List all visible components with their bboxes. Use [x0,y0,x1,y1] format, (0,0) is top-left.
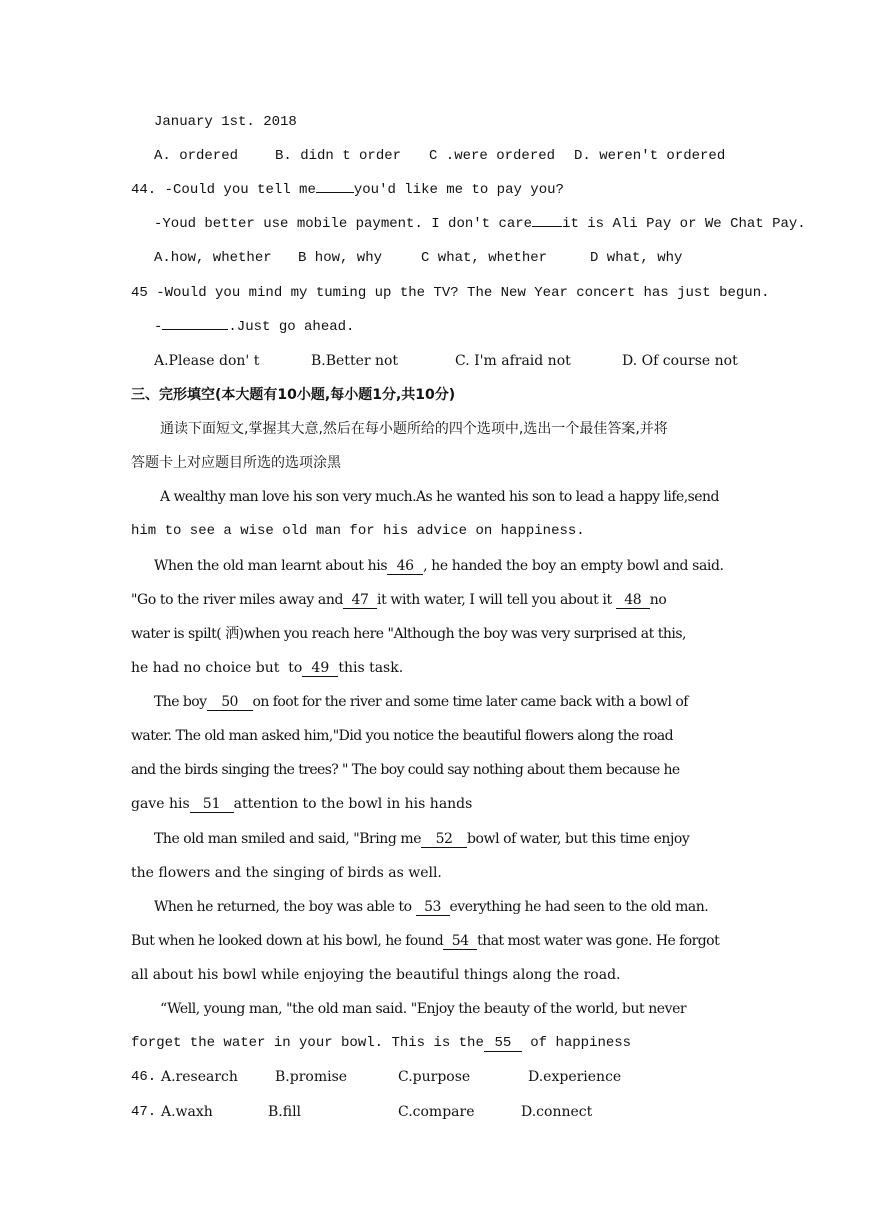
blank-48: 48 [616,592,650,609]
blank-52: 52 [421,831,467,848]
passage-p5-line-1 [154,897,708,917]
blank-49: 49 [302,660,338,677]
q43-option-a: A. ordered [154,148,239,164]
passage-p6-line-2-b: of happiness [521,1035,632,1051]
passage-p2-line-2 [131,590,666,610]
q45-question: 45 -Would you mind my tuming up the TV? The New Year concert has just begun. [131,285,770,301]
q44-option-c: C what, whether [421,250,548,266]
passage-p5-line-2-b: that most water was gone. He forgot [477,933,720,949]
passage-p4-line-1-b: bowl of water, but this time enjoy [467,831,690,847]
passage-p5-line-3: all about his bowl while enjoying the beautiful things along the road. [131,967,621,983]
passage-p3-line-2: water. The old man asked him,"Did you notice the beautiful flowers along the road [131,728,674,744]
q47-number: 47. [131,1104,157,1120]
passage-p2-line-2-b: it with water, I will tell you about it [377,592,616,608]
q43-option-d: D. weren't ordered [574,148,726,164]
passage-p2-line-3: water is spilt( 洒)when you reach here "Although the boy was very surprised at this, [131,626,686,642]
passage-p2-line-2-c: no [649,592,667,608]
passage-p5-line-2-a: But when he looked down at his bowl, he found [131,933,444,949]
q46-option-b: B.promise [275,1069,348,1085]
passage-p4-line-1 [154,829,689,849]
q45-answer [154,317,354,337]
q45-option-a: A.Please don' t [154,353,260,369]
passage-p4-line-1-a: The old man smiled and said, "Bring me [154,831,422,847]
passage-p3-line-1-a: The boy [154,694,207,710]
section-instruction-line-2: 答题卡上对应题目所选的选项涂黑 [131,455,341,471]
blank-47: 47 [343,592,377,609]
q45-answer-text: .Just go ahead. [228,319,355,335]
q45-blank [162,329,228,330]
passage-p3-line-4 [131,794,472,814]
q44-question-part-b: you'd like me to pay you? [353,182,564,198]
passage-p6-line-2 [131,1033,631,1053]
blank-53: 53 [416,899,450,916]
passage-p3-line-1 [154,692,688,712]
passage-p2-line-1-a: When the old man learnt about his [154,558,388,574]
q45-option-c: C. I'm afraid not [455,353,571,369]
q47-option-d: D.connect [521,1104,593,1120]
section-heading: 三、完形填空(本大题有10小题,每小题1分,共10分) [131,387,456,403]
q44-option-b: B how, why [298,250,383,266]
passage-p3-line-4-b: attention to the bowl in his hands [233,796,473,812]
q43-option-b: B. didn t order [275,148,402,164]
q47-option-b: B.fill [268,1104,302,1120]
q44-question-part-a: -Could you tell me [164,182,316,198]
passage-p1-line-1: A wealthy man love his son very much.As he wanted his son to lead a happy life,send [160,489,719,505]
q45-option-b: B.Better not [311,353,399,369]
q44-answer-part-a: -Youd better use mobile payment. I don't care [154,216,533,232]
q46-number: 46. [131,1069,157,1085]
q46-option-a: A.research [161,1069,238,1085]
blank-46: 46 [387,558,423,575]
q45-option-d: D. Of course not [622,353,738,369]
q44-option-a: A.how, whether [154,250,272,266]
passage-p3-line-1-b: on foot for the river and some time later came back with a bowl of [252,694,688,710]
blank-50: 50 [207,694,253,711]
section-instruction-line-1: 通读下面短文,掌握其大意,然后在每小题所给的四个选项中,选出一个最佳答案,并将 [160,421,668,437]
passage-p6-line-1: “Well, young man, "the old man said. "Enjoy the beauty of the world, but never [160,1001,687,1017]
q44-blank-2 [532,226,562,227]
passage-p2-line-4-a: he had no choice but to [131,660,303,676]
q46-option-c: C.purpose [398,1069,471,1085]
blank-51: 51 [190,796,234,813]
passage-p5-line-2 [131,931,719,951]
q44-option-d: D what, why [590,250,683,266]
q43-option-c: C .were ordered [429,148,556,164]
passage-p2-line-2-a: "Go to the river miles away and [131,592,344,608]
q43-tail: January 1st. 2018 [154,114,297,130]
q44-blank-1 [316,192,354,193]
passage-p5-line-1-a: When he returned, the boy was able to [154,899,416,915]
passage-p1-line-2: him to see a wise old man for his advice on happiness. [131,523,585,539]
passage-p2-line-4-b: this task. [338,660,404,676]
passage-p2-line-4 [131,658,403,678]
q44-number: 44. [131,182,157,198]
passage-p4-line-2: the flowers and the singing of birds as well. [131,865,442,881]
q47-option-c: C.compare [398,1104,475,1120]
blank-55: 55 [484,1035,522,1052]
q44-answer-part-b: it is Ali Pay or We Chat Pay. [562,216,806,232]
blank-54: 54 [443,933,477,950]
q46-option-d: D.experience [528,1069,622,1085]
passage-p6-line-2-a: forget the water in your bowl. This is the [131,1035,484,1051]
passage-p2-line-1 [154,556,724,576]
passage-p5-line-1-b: everything he had seen to the old man. [449,899,709,915]
q44-question [131,180,564,200]
passage-p3-line-4-a: gave his [131,796,190,812]
q47-option-a: A.waxh [161,1104,213,1120]
q44-answer [154,214,806,234]
passage-p3-line-3: and the birds singing the trees? " The boy could say nothing about them because he [131,762,680,778]
passage-p2-line-1-b: , he handed the boy an empty bowl and said. [423,558,724,574]
q45-answer-dash: - [154,319,163,335]
